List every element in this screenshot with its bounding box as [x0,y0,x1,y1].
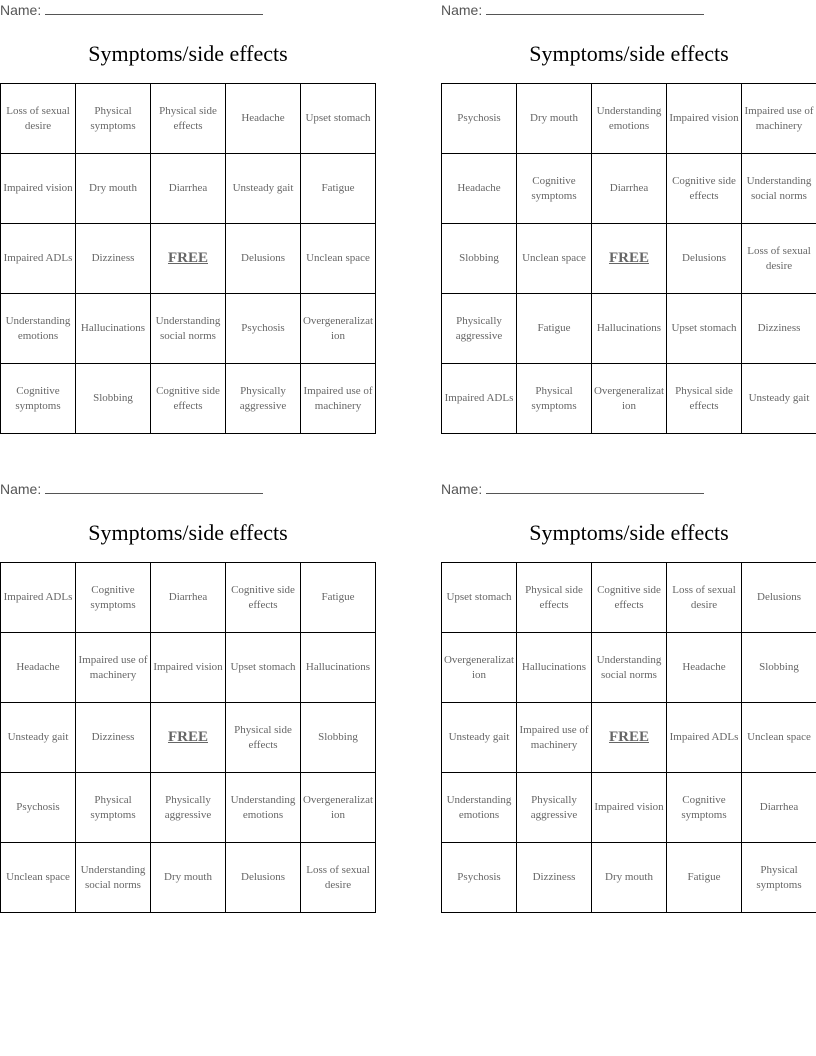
bingo-cell[interactable]: Physically aggressive [442,294,517,364]
bingo-cell[interactable]: Understanding emotions [226,773,301,843]
bingo-cell[interactable]: Fatigue [301,154,376,224]
bingo-cell[interactable]: Cognitive symptoms [76,563,151,633]
name-blank[interactable] [486,2,704,15]
name-line [0,2,263,18]
bingo-cell[interactable]: Overgeneralizat ion [301,294,376,364]
bingo-cell[interactable]: Delusions [742,563,816,633]
grid-row [1,633,376,703]
grid-row [1,84,376,154]
bingo-cell[interactable]: Headache [226,84,301,154]
bingo-cell[interactable]: Fatigue [301,563,376,633]
free-label: FREE [608,728,649,745]
bingo-cell[interactable]: Diarrhea [151,154,226,224]
bingo-cell[interactable]: Slobbing [442,224,517,294]
bingo-grid [0,562,376,913]
grid-row [1,773,376,843]
bingo-cell[interactable]: Cognitive symptoms [517,154,592,224]
bingo-cell[interactable]: Delusions [226,224,301,294]
bingo-grid [441,562,816,913]
grid-row [1,843,376,913]
bingo-cell[interactable]: Dizziness [742,294,816,364]
grid-row [442,843,816,913]
name-blank[interactable] [486,481,704,494]
bingo-cell[interactable]: Overgeneralizat ion [301,773,376,843]
bingo-cell[interactable]: Loss of sexual desire [301,843,376,913]
grid-row [1,154,376,224]
bingo-cell[interactable]: Impaired use of machinery [742,84,816,154]
bingo-cell[interactable]: Delusions [226,843,301,913]
bingo-cell[interactable]: Understanding social norms [742,154,816,224]
bingo-cell[interactable]: Upset stomach [667,294,742,364]
name-line [441,2,704,18]
bingo-cell[interactable]: Fatigue [667,843,742,913]
name-blank[interactable] [45,2,263,15]
grid-row [1,563,376,633]
card-title: Symptoms/side effects [529,41,729,66]
bingo-cell[interactable]: Psychosis [442,84,517,154]
bingo-cell[interactable]: Cognitive symptoms [1,364,76,434]
name-label: Name: [0,2,42,18]
bingo-cell[interactable]: Unsteady gait [226,154,301,224]
card-title: Symptoms/side effects [88,41,288,66]
name-line [441,481,704,497]
free-space[interactable] [151,224,226,294]
grid-row [442,773,816,843]
name-blank[interactable] [45,481,263,494]
bingo-cell[interactable]: Overgeneralizat ion [592,364,667,434]
bingo-cell[interactable]: Understanding social norms [592,633,667,703]
bingo-cell[interactable]: Dry mouth [517,84,592,154]
bingo-cell[interactable]: Unclean space [517,224,592,294]
bingo-cell[interactable]: Loss of sexual desire [1,84,76,154]
bingo-cell[interactable]: Cognitive side effects [592,563,667,633]
bingo-cell[interactable]: Unsteady gait [1,703,76,773]
bingo-grid [441,83,816,434]
bingo-cell[interactable]: Impaired vision [151,633,226,703]
bingo-cell[interactable]: Loss of sexual desire [742,224,816,294]
bingo-cell[interactable]: Physical side effects [517,563,592,633]
bingo-cell[interactable]: Unsteady gait [442,703,517,773]
bingo-cell[interactable]: Physical symptoms [742,843,816,913]
bingo-cell[interactable]: Upset stomach [442,563,517,633]
bingo-cell[interactable]: Hallucinations [517,633,592,703]
bingo-cell[interactable]: Physical side effects [226,703,301,773]
bingo-cell[interactable]: Cognitive side effects [151,364,226,434]
bingo-cell[interactable]: Headache [442,154,517,224]
bingo-cell[interactable]: Impaired ADLs [442,364,517,434]
bingo-cell[interactable]: Dry mouth [592,843,667,913]
bingo-cell[interactable]: Delusions [667,224,742,294]
bingo-cell[interactable]: Impaired ADLs [667,703,742,773]
grid-row [442,563,816,633]
name-line [0,481,263,497]
bingo-cell[interactable]: Overgeneralizat ion [442,633,517,703]
name-label: Name: [441,2,483,18]
bingo-cell[interactable]: Impaired ADLs [1,224,76,294]
bingo-cell[interactable]: Physically aggressive [226,364,301,434]
bingo-cell[interactable]: Slobbing [76,364,151,434]
bingo-cell[interactable]: Cognitive symptoms [667,773,742,843]
bingo-cell[interactable]: Dizziness [76,224,151,294]
card-title: Symptoms/side effects [88,520,288,545]
free-space[interactable] [592,224,667,294]
bingo-cell[interactable]: Physical side effects [151,84,226,154]
bingo-cell[interactable]: Psychosis [1,773,76,843]
grid-row [1,224,376,294]
bingo-cell[interactable]: Understanding emotions [1,294,76,364]
bingo-cell[interactable]: Cognitive side effects [667,154,742,224]
bingo-grid [0,83,376,434]
bingo-cell[interactable]: Slobbing [742,633,816,703]
bingo-cell[interactable]: Hallucinations [592,294,667,364]
bingo-cell[interactable]: Understanding social norms [76,843,151,913]
bingo-cell[interactable]: Impaired ADLs [1,563,76,633]
bingo-cell[interactable]: Headache [1,633,76,703]
bingo-cell[interactable]: Impaired use of machinery [517,703,592,773]
bingo-cell[interactable]: Understanding emotions [592,84,667,154]
grid-row [442,364,816,434]
bingo-cell[interactable]: Physical symptoms [517,364,592,434]
bingo-cell[interactable]: Unclean space [1,843,76,913]
bingo-cell[interactable]: Diarrhea [592,154,667,224]
free-label: FREE [167,249,208,266]
name-label: Name: [441,481,483,497]
bingo-cell[interactable]: Dry mouth [76,154,151,224]
grid-row [442,703,816,773]
bingo-cell[interactable]: Understanding emotions [442,773,517,843]
grid-row [442,224,816,294]
bingo-cell[interactable]: Diarrhea [151,563,226,633]
grid-row [442,294,816,364]
bingo-cell[interactable]: Loss of sexual desire [667,563,742,633]
bingo-cell[interactable]: Diarrhea [742,773,816,843]
bingo-cell[interactable]: Physical symptoms [76,773,151,843]
bingo-cell[interactable]: Dizziness [76,703,151,773]
bingo-cell[interactable]: Physically aggressive [517,773,592,843]
free-label: FREE [167,728,208,745]
free-label: FREE [608,249,649,266]
bingo-cell[interactable]: Understanding social norms [151,294,226,364]
name-label: Name: [0,481,42,497]
grid-row [442,84,816,154]
card-title: Symptoms/side effects [529,520,729,545]
bingo-cell[interactable]: Dry mouth [151,843,226,913]
bingo-cell[interactable]: Impaired vision [1,154,76,224]
bingo-cell[interactable]: Impaired use of machinery [76,633,151,703]
bingo-cell[interactable]: Psychosis [442,843,517,913]
grid-row [1,703,376,773]
grid-row [1,364,376,434]
bingo-cell[interactable]: Impaired vision [667,84,742,154]
free-space[interactable] [592,703,667,773]
bingo-cell[interactable]: Unsteady gait [742,364,816,434]
bingo-cell[interactable]: Fatigue [517,294,592,364]
bingo-cell[interactable]: Hallucinations [76,294,151,364]
bingo-cell[interactable]: Impaired use of machinery [301,364,376,434]
bingo-cell[interactable]: Hallucinations [301,633,376,703]
bingo-cell[interactable]: Upset stomach [226,633,301,703]
grid-row [1,294,376,364]
bingo-cell[interactable]: Unclean space [301,224,376,294]
grid-row [442,154,816,224]
bingo-cell[interactable]: Physical side effects [667,364,742,434]
bingo-cell[interactable]: Dizziness [517,843,592,913]
bingo-cell[interactable]: Unclean space [742,703,816,773]
bingo-cell[interactable]: Impaired vision [592,773,667,843]
bingo-cell[interactable]: Cognitive side effects [226,563,301,633]
free-space[interactable] [151,703,226,773]
bingo-cell[interactable]: Slobbing [301,703,376,773]
grid-row [442,633,816,703]
bingo-cell[interactable]: Physical symptoms [76,84,151,154]
bingo-cell[interactable]: Headache [667,633,742,703]
bingo-cell[interactable]: Physically aggressive [151,773,226,843]
bingo-cell[interactable]: Psychosis [226,294,301,364]
bingo-cell[interactable]: Upset stomach [301,84,376,154]
